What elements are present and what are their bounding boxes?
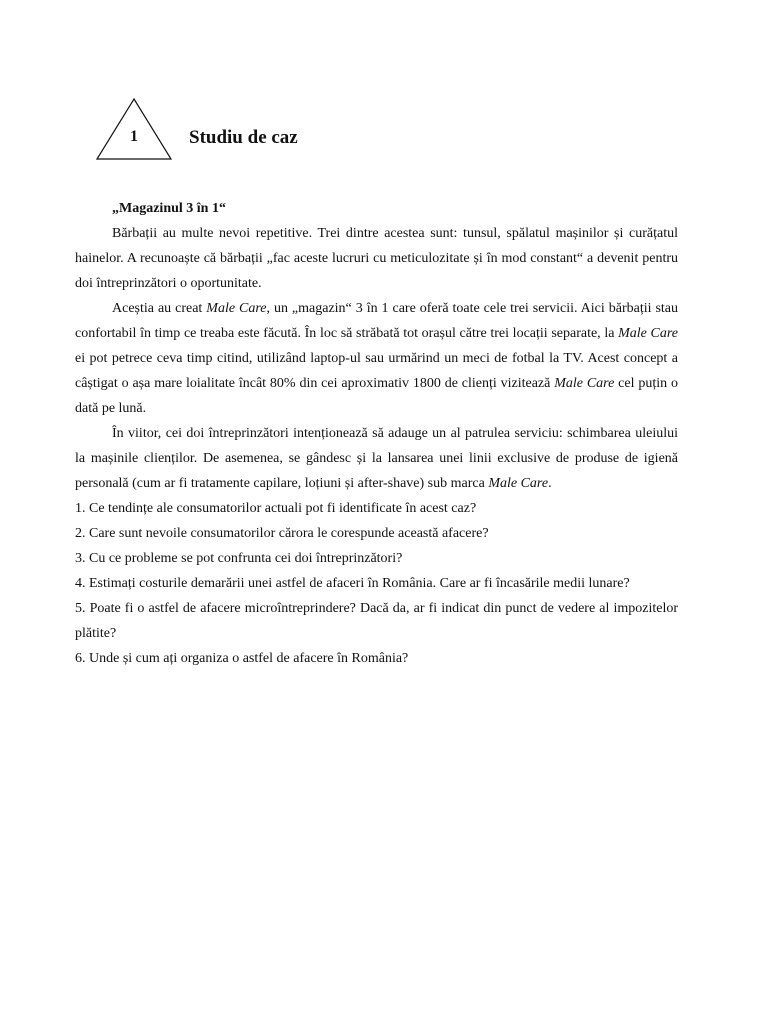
- question-item: 4. Estimați costurile demarării unei astfel de afaceri în România. Care ar fi încasările medii lunare?: [75, 576, 630, 591]
- brand-name: Male Care: [488, 476, 549, 491]
- paragraph-concept: [75, 296, 678, 421]
- chapter-number: 1: [130, 128, 138, 145]
- paragraph-intro: Bărbații au multe nevoi repetitive. Trei dintre acestea sunt: tunsul, spălatul mașinilor și curățatul hainelor. A recunoaște că bărbații „fac aceste lucruri cu meticulozitate și în mod constant“ a devenit pentru doi întreprinzători o oportunitate.: [75, 226, 678, 291]
- case-title: „Magazinul 3 în 1“: [112, 201, 226, 216]
- question-item: 3. Cu ce probleme se pot confrunta cei doi întreprinzători?: [75, 551, 403, 566]
- brand-name: Male Care: [618, 326, 678, 341]
- question-item: 1. Ce tendințe ale consumatorilor actuali pot fi identificate în acest caz?: [75, 501, 477, 516]
- case-study-body: [75, 196, 678, 671]
- question-item: 5. Poate fi o astfel de afacere microîntreprindere? Dacă da, ar fi indicat din punct de vedere al impozitelor plătite?: [75, 601, 678, 641]
- text-span: , un „magazin“ 3 în 1 care oferă toate cele trei servicii. Aici bărbații stau confortabil în timp ce treaba este făcută. În loc să străbată tot orașul către trei locații separate, la: [75, 301, 679, 341]
- question-list: [75, 496, 678, 671]
- brand-name: Male Care: [206, 301, 267, 316]
- page-title: Studiu de caz: [189, 127, 298, 148]
- paragraph-future: [75, 421, 678, 496]
- brand-name: Male Care: [554, 376, 615, 391]
- question-item: 6. Unde și cum ați organiza o astfel de afacere în România?: [75, 651, 409, 666]
- text-span: .: [548, 476, 552, 491]
- text-span: Aceștia au creat: [112, 301, 207, 316]
- text-span: cel puțin o dată pe lună.: [75, 376, 678, 416]
- text-span: În viitor, cei doi întreprinzători intenționează să adauge un al patrulea serviciu: schimbarea uleiului la mașinile clienților. De asemenea, se gândesc și la lansarea unei linii exclusive de produse de igienă personală (cum ar fi tratamente capilare, loțiuni și after-shave) sub marca: [75, 426, 678, 491]
- question-item: 2. Care sunt nevoile consumatorilor cărora le corespunde această afacere?: [75, 526, 489, 541]
- text-span: ei pot petrece ceva timp citind, utilizând laptop-ul sau urmărind un meci de fotbal la TV. Acest concept a câștigat o așa mare loialitate încât 80% din cei aproximativ 1800 de clienți vizitează: [75, 351, 678, 391]
